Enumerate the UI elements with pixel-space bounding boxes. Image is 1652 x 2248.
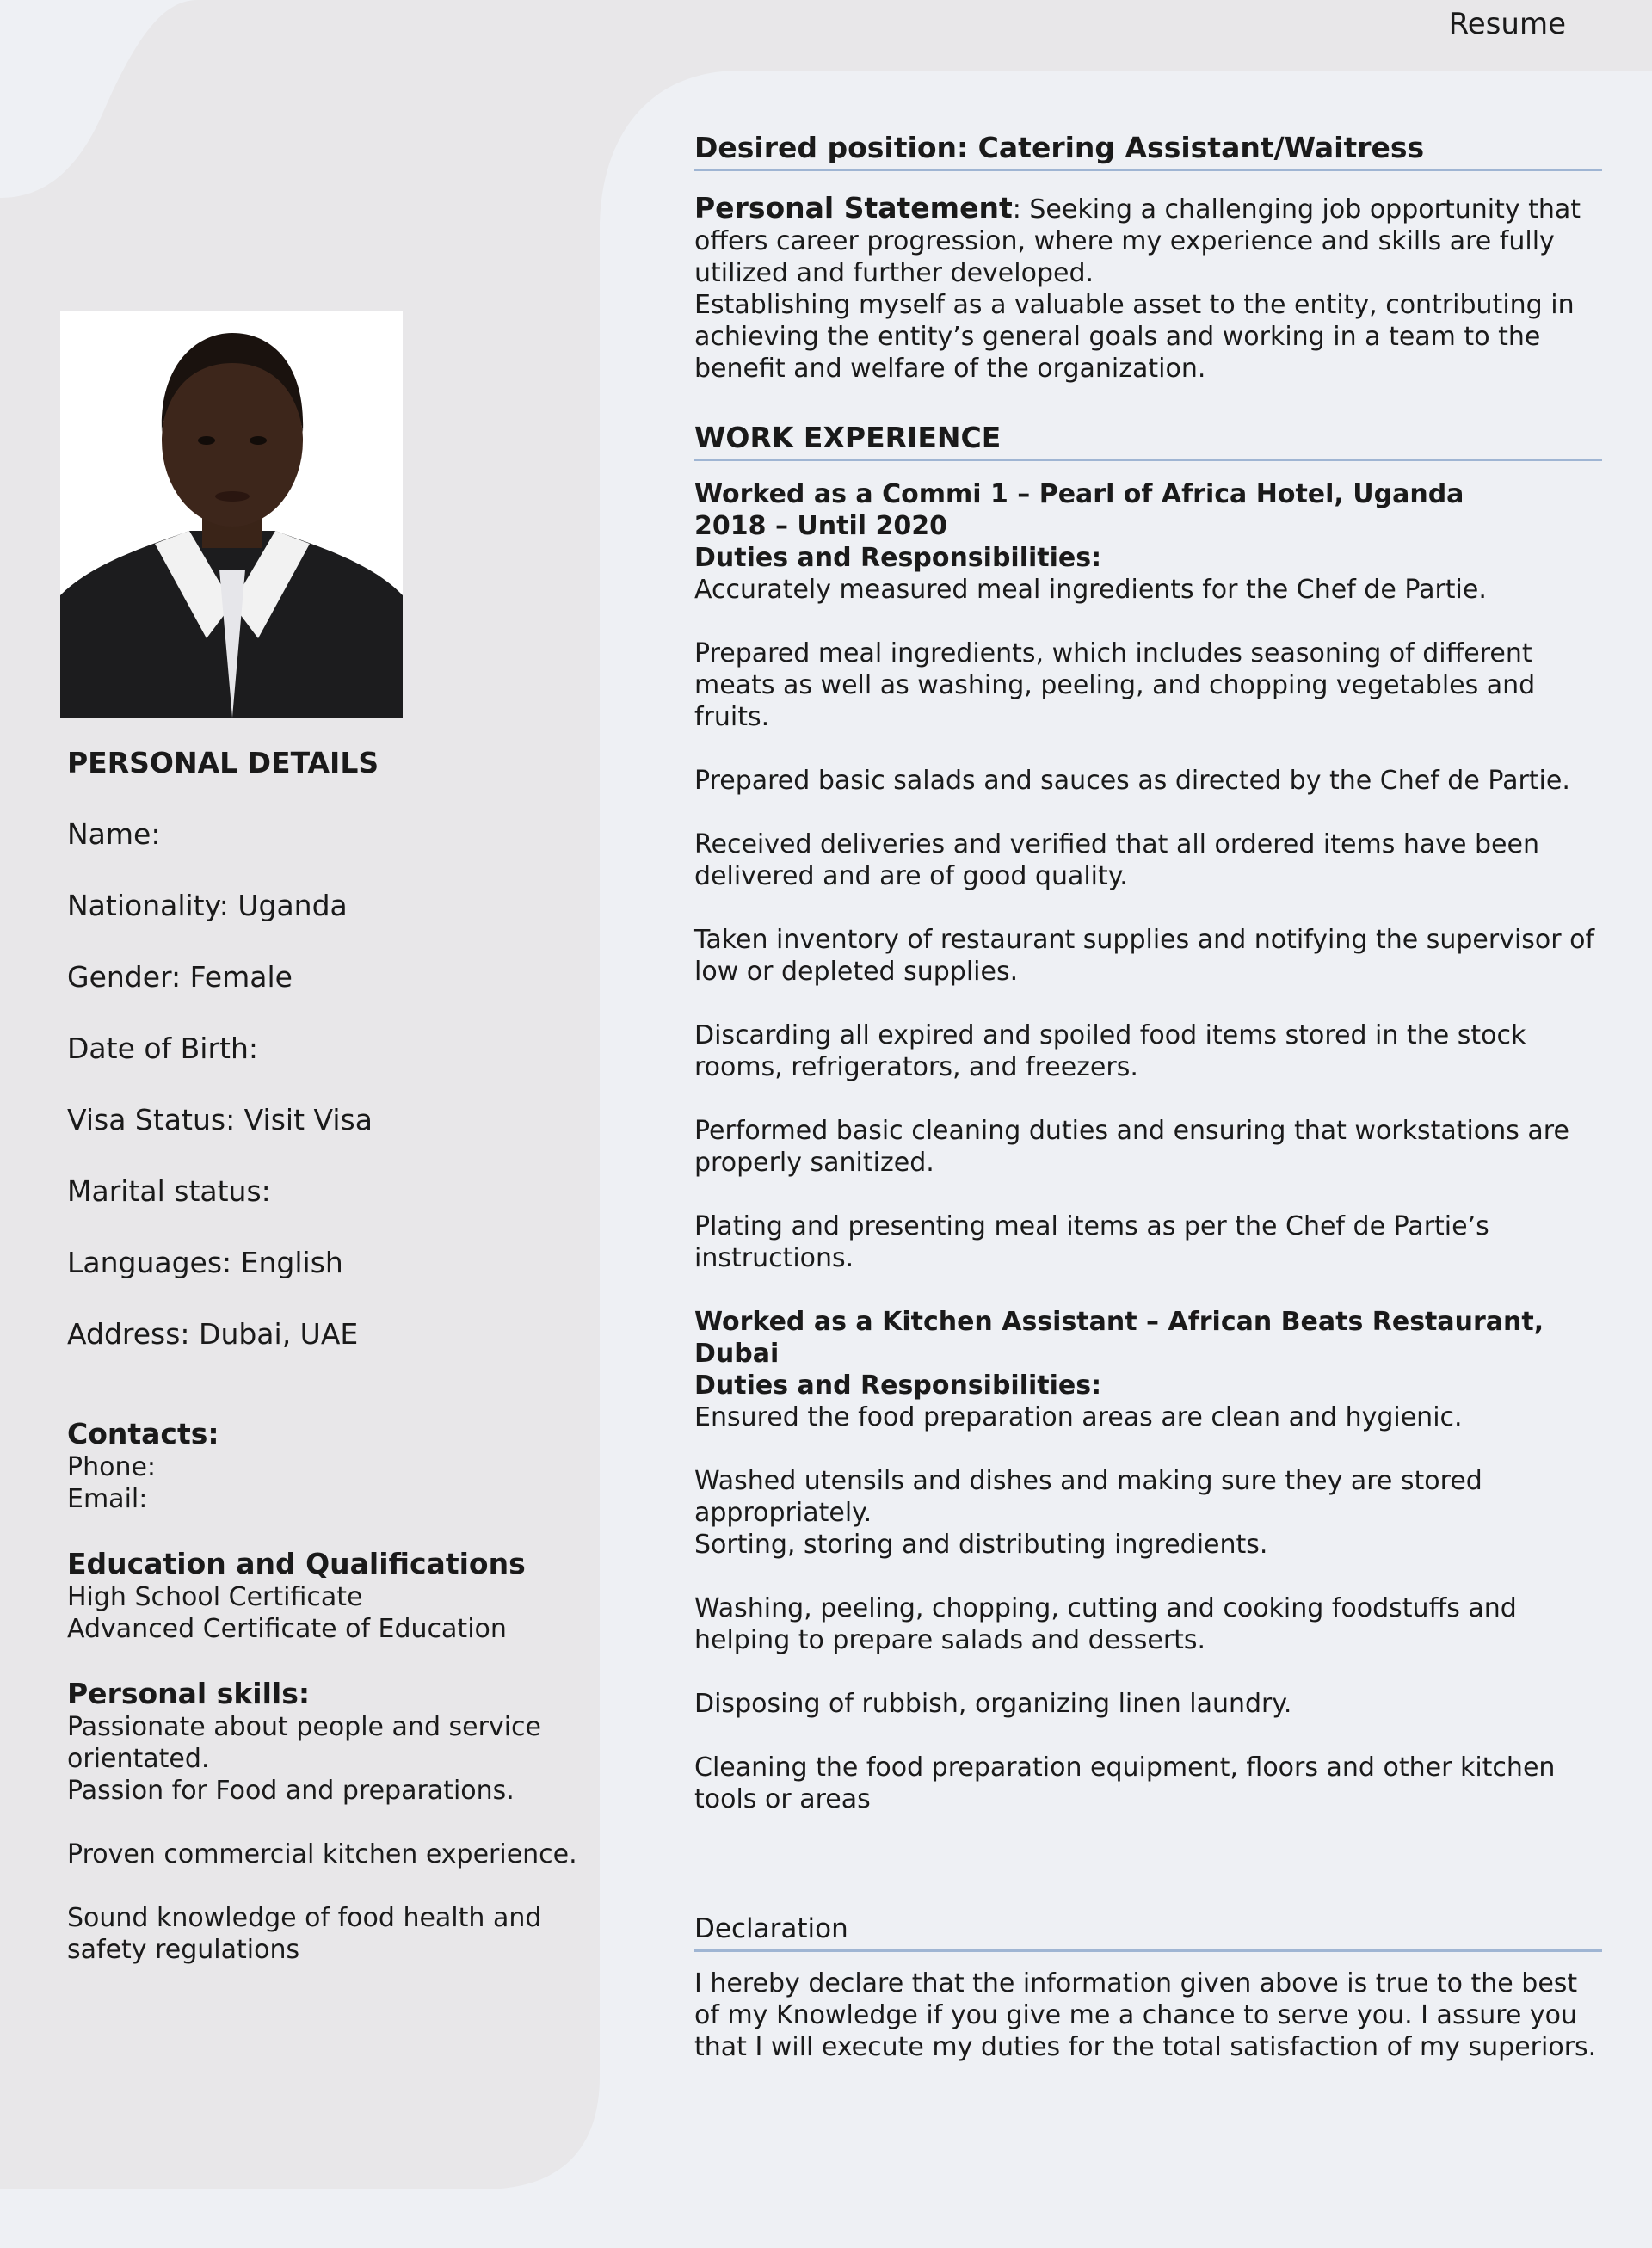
- personal-statement: [694, 192, 1602, 289]
- nationality-field: Nationality: Uganda: [67, 889, 348, 922]
- desired-position: Desired position: Catering Assistant/Waitress: [694, 129, 1602, 171]
- languages-field: Languages: English: [67, 1246, 343, 1279]
- left-column: [67, 747, 583, 1966]
- statement-label: Personal Statement: [694, 191, 1013, 225]
- education-heading: Education and Qualifications: [67, 1547, 526, 1580]
- duty-item: Prepared meal ingredients, which includes seasoning of different meats as well as washing, peeling, and chopping vegetables and fruits.: [694, 638, 1536, 732]
- duties-label: Duties and Responsibilities:: [694, 543, 1102, 573]
- education-item: High School Certificate: [67, 1582, 363, 1612]
- duty-item: Plating and presenting meal items as per the Chef de Partie’s instructions.: [694, 1211, 1489, 1273]
- contacts-heading: Contacts:: [67, 1417, 219, 1450]
- job-period: 2018 – Until 2020: [694, 511, 947, 541]
- skill-item: Passion for Food and preparations.: [67, 1776, 515, 1806]
- right-column: [694, 129, 1602, 2063]
- duty-item: Performed basic cleaning duties and ensuring that workstations are properly sanitized.: [694, 1116, 1569, 1178]
- skill-item: Proven commercial kitchen experience.: [67, 1839, 577, 1869]
- statement-text-2: Establishing myself as a valuable asset to the entity, contributing in achieving the entity’s general goals and working in a team to the benefit and welfare of the organization.: [694, 290, 1575, 384]
- duty-item: Accurately measured meal ingredients for the Chef de Partie.: [694, 575, 1487, 605]
- duty-item: Cleaning the food preparation equipment, floors and other kitchen tools or areas: [694, 1752, 1556, 1814]
- address-field: Address: Dubai, UAE: [67, 1317, 359, 1351]
- profile-photo: [60, 311, 403, 718]
- duty-item: Received deliveries and verified that all ordered items have been delivered and are of good quality.: [694, 829, 1539, 891]
- duty-item: Disposing of rubbish, organizing linen laundry.: [694, 1689, 1292, 1719]
- education-item: Advanced Certificate of Education: [67, 1614, 507, 1644]
- skill-item: Sound knowledge of food health and safety regulations: [67, 1903, 542, 1965]
- declaration-heading: Declaration: [694, 1910, 1602, 1952]
- duties-label: Duties and Responsibilities:: [694, 1370, 1102, 1401]
- dob-field: Date of Birth:: [67, 1032, 259, 1065]
- duty-item: Washed utensils and dishes and making sure they are stored appropriately.: [694, 1466, 1482, 1528]
- job-title: Worked as a Kitchen Assistant – African Beats Restaurant, Dubai: [694, 1307, 1544, 1369]
- marital-field: Marital status:: [67, 1174, 271, 1208]
- duty-item: Prepared basic salads and sauces as directed by the Chef de Partie.: [694, 766, 1570, 796]
- duty-item: Ensured the food preparation areas are clean and hygienic.: [694, 1402, 1463, 1432]
- duty-item: Taken inventory of restaurant supplies and notifying the supervisor of low or depleted supplies.: [694, 925, 1595, 987]
- skills-heading: Personal skills:: [67, 1677, 311, 1710]
- declaration-text: I hereby declare that the information given above is true to the best of my Knowledge if you give me a chance to serve you. I assure you that I will execute my duties for the total satisfaction of my superiors.: [694, 1968, 1597, 2062]
- phone-field: Phone:: [67, 1452, 157, 1482]
- email-field: Email:: [67, 1484, 148, 1514]
- document-label: Resume: [1448, 7, 1566, 41]
- job-title: Worked as a Commi 1 – Pearl of Africa Hotel, Uganda: [694, 479, 1464, 509]
- personal-details-heading: PERSONAL DETAILS: [67, 746, 379, 779]
- visa-field: Visa Status: Visit Visa: [67, 1103, 373, 1136]
- gender-field: Gender: Female: [67, 960, 293, 994]
- statement-text: : Seeking a challenging job opportunity that offers career progression, where my experience and skills are fully utilized and further developed.: [694, 194, 1581, 288]
- duty-item: Washing, peeling, chopping, cutting and cooking foodstuffs and helping to prepare salads and desserts.: [694, 1593, 1517, 1655]
- duty-item: Sorting, storing and distributing ingredients.: [694, 1530, 1268, 1560]
- name-field: Name:: [67, 817, 161, 851]
- skill-item: Passionate about people and service orientated.: [67, 1712, 541, 1774]
- duty-item: Discarding all expired and spoiled food items stored in the stock rooms, refrigerators, and freezers.: [694, 1020, 1526, 1082]
- work-experience-heading: WORK EXPERIENCE: [694, 419, 1602, 461]
